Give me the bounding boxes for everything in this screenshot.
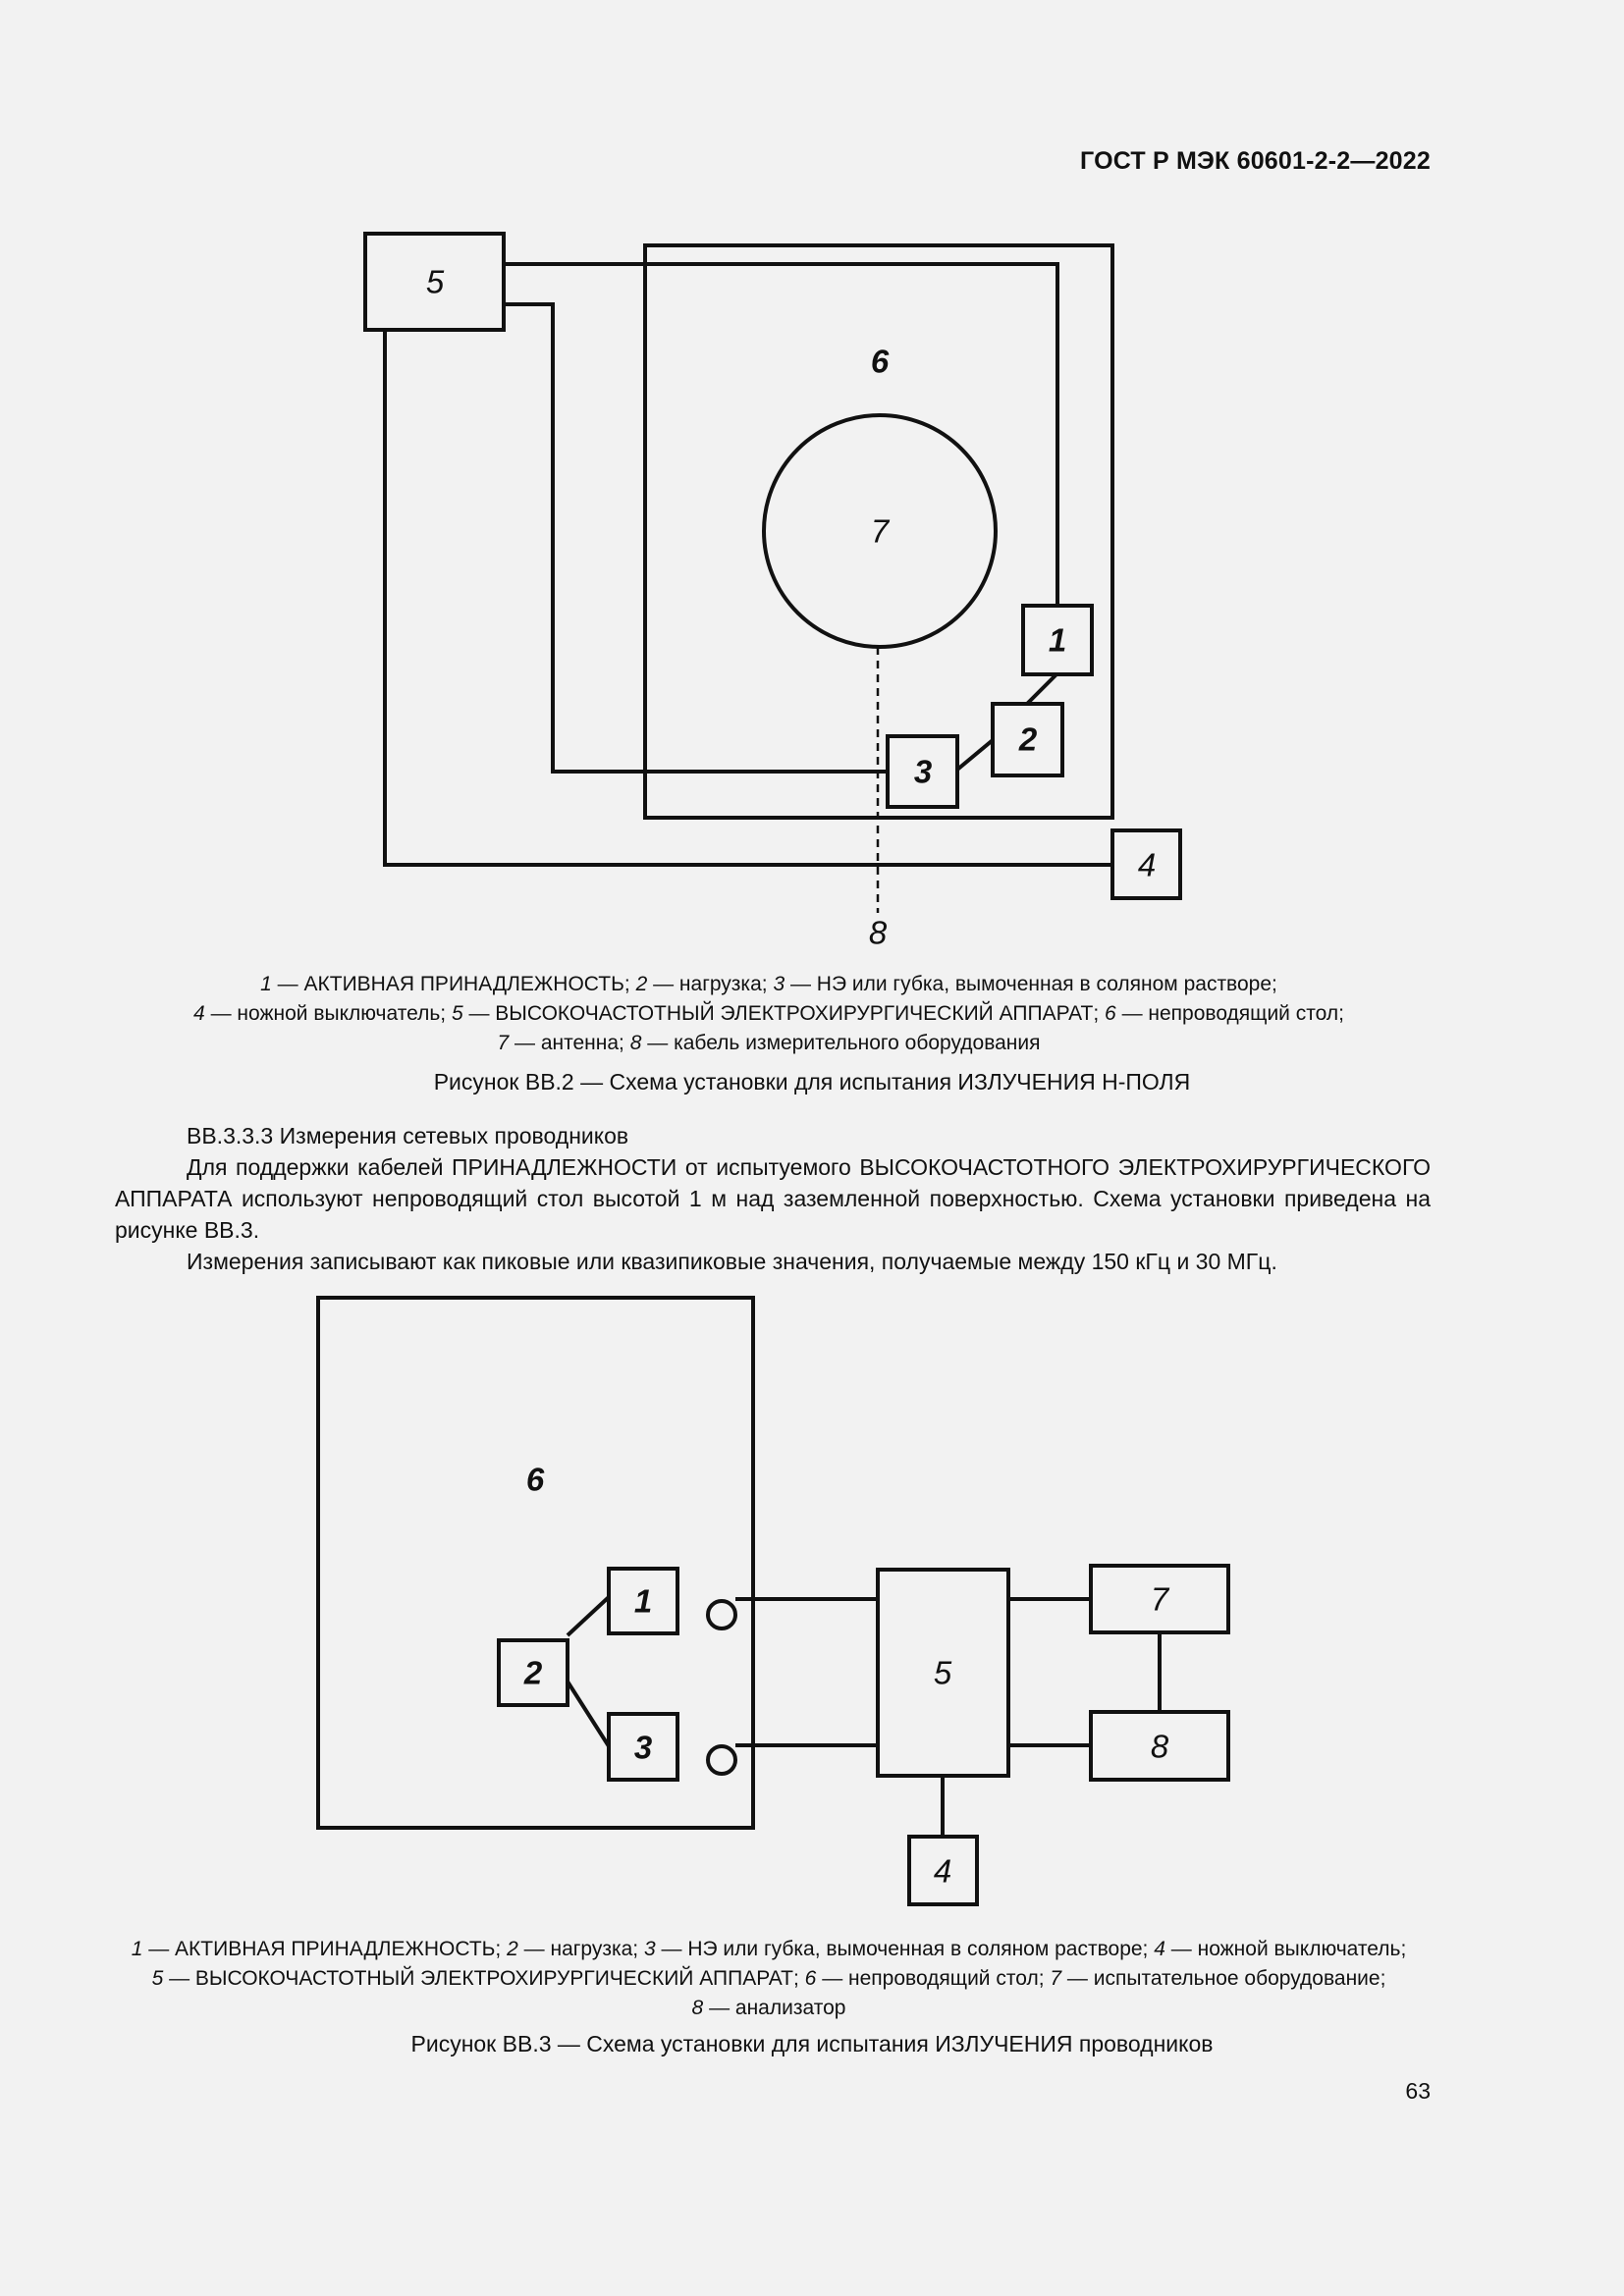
legend-item-number: 1 bbox=[131, 1938, 143, 1960]
wire-2-to-3 bbox=[568, 1682, 609, 1746]
legend-item-text: — ножной выключатель; bbox=[204, 1002, 452, 1025]
wire-5-to-1 bbox=[504, 264, 1057, 606]
document-header: ГОСТ Р МЭК 60601-2-2—2022 bbox=[1080, 147, 1431, 175]
figure3-caption: Рисунок ВВ.3 — Схема установки для испытания ИЗЛУЧЕНИЯ проводников bbox=[410, 2031, 1214, 2056]
figure3-label-4: 4 bbox=[933, 1852, 952, 1890]
wire-1-to-2 bbox=[1027, 674, 1056, 704]
figure-bb3-diagram bbox=[0, 1276, 1624, 1890]
figure3-label-5: 5 bbox=[933, 1654, 952, 1691]
wire-5-to-3 bbox=[504, 304, 888, 772]
section-text bbox=[115, 1120, 1431, 1277]
wire-2-to-3 bbox=[957, 740, 993, 770]
legend-item-text: — АКТИВНАЯ ПРИНАДЛЕЖНОСТЬ; bbox=[271, 973, 636, 995]
legend-item-text: — непроводящий стол; bbox=[816, 1967, 1051, 1990]
legend-item-text: — АКТИВНАЯ ПРИНАДЛЕЖНОСТЬ; bbox=[142, 1938, 508, 1960]
legend-item-text: — ВЫСОКОЧАСТОТНЫЙ ЭЛЕКТРОХИРУРГИЧЕСКИЙ АППАРАТ; bbox=[462, 1002, 1106, 1025]
section-paragraph-1: Для поддержки кабелей ПРИНАДЛЕЖНОСТИ от испытуемого ВЫСОКОЧАСТОТНОГО ЭЛЕКТРОХИРУРГИЧЕСКОГО АППАРАТА используют непроводящий стол высотой 1 м над заземленной поверхностью. Схема установки приведена на рисунке ВВ.3. bbox=[115, 1154, 1431, 1243]
legend-item-number: 8 bbox=[691, 1997, 704, 2019]
figure3-legend-line2 bbox=[108, 1964, 1430, 1994]
figure-bb2-diagram bbox=[0, 0, 1624, 962]
legend-item-text: — антенна; bbox=[509, 1032, 630, 1054]
legend-item-number: 5 bbox=[151, 1967, 164, 1990]
legend-item-text: — ножной выключатель; bbox=[1164, 1938, 1407, 1960]
figure2-label-5: 5 bbox=[425, 263, 445, 300]
table-6-box bbox=[318, 1298, 753, 1828]
figure3-label-1: 1 bbox=[633, 1582, 653, 1620]
legend-item-text: — анализатор bbox=[703, 1997, 846, 2019]
legend-item-number: 2 bbox=[635, 973, 648, 995]
figure2-label-3: 3 bbox=[913, 753, 933, 790]
wire-2-to-1 bbox=[568, 1597, 609, 1635]
legend-item-number: 2 bbox=[507, 1938, 518, 1960]
figure3-legend bbox=[108, 1935, 1430, 2023]
legend-item-text: — нагрузка; bbox=[647, 973, 774, 995]
figure2-label-2: 2 bbox=[1018, 721, 1038, 758]
figure3-label-8: 8 bbox=[1150, 1728, 1169, 1765]
legend-item-text: — ВЫСОКОЧАСТОТНЫЙ ЭЛЕКТРОХИРУРГИЧЕСКИЙ АППАРАТ; bbox=[163, 1967, 805, 1990]
legend-item-text: — нагрузка; bbox=[517, 1938, 644, 1960]
figure2-label-4: 4 bbox=[1137, 846, 1157, 883]
figure3-label-6: 6 bbox=[525, 1461, 545, 1498]
legend-item-text: — НЭ или губка, вымоченная в соляном растворе; bbox=[785, 973, 1277, 995]
section-paragraph-2: Измерения записывают как пиковые или квазипиковые значения, получаемые между 150 кГц и 30 МГц. bbox=[187, 1249, 1277, 1274]
figure2-label-8: 8 bbox=[868, 914, 888, 951]
legend-item-number: 1 bbox=[260, 973, 272, 995]
legend-item-number: 7 bbox=[497, 1032, 510, 1054]
figure2-legend-line2 bbox=[108, 999, 1430, 1029]
figure3-label-2: 2 bbox=[523, 1654, 543, 1691]
figure2-legend-line3 bbox=[108, 1029, 1430, 1058]
legend-item-number: 4 bbox=[193, 1002, 205, 1025]
figure3-label-7: 7 bbox=[1150, 1580, 1169, 1618]
legend-item-number: 3 bbox=[643, 1938, 656, 1960]
figure2-legend-line1 bbox=[108, 970, 1430, 999]
connector-upper bbox=[708, 1601, 735, 1629]
figure2-label-6: 6 bbox=[870, 343, 890, 380]
figure2-label-1: 1 bbox=[1048, 621, 1067, 659]
figure3-legend-line3 bbox=[108, 1994, 1430, 2023]
section-heading: ВВ.3.3.3 Измерения сетевых проводников bbox=[187, 1123, 629, 1148]
legend-item-text: — непроводящий стол; bbox=[1115, 1002, 1344, 1025]
wire-5-to-4 bbox=[385, 330, 1112, 865]
legend-item-text: — испытательное оборудование; bbox=[1061, 1967, 1386, 1990]
connector-lower bbox=[708, 1746, 735, 1774]
page-number: 63 bbox=[1405, 2078, 1431, 2104]
legend-item-number: 4 bbox=[1154, 1938, 1165, 1960]
legend-item-number: 6 bbox=[804, 1967, 817, 1990]
figure2-label-7: 7 bbox=[870, 512, 890, 550]
legend-item-number: 8 bbox=[629, 1032, 642, 1054]
legend-item-text: — кабель измерительного оборудования bbox=[641, 1032, 1041, 1054]
legend-item-number: 7 bbox=[1050, 1967, 1062, 1990]
legend-item-number: 6 bbox=[1105, 1002, 1116, 1025]
legend-item-number: 3 bbox=[773, 973, 785, 995]
figure3-legend-line1 bbox=[108, 1935, 1430, 1964]
legend-item-number: 5 bbox=[451, 1002, 463, 1025]
legend-item-text: — НЭ или губка, вымоченная в соляном растворе; bbox=[655, 1938, 1155, 1960]
figure3-label-3: 3 bbox=[633, 1729, 653, 1766]
figure2-caption: Рисунок ВВ.2 — Схема установки для испытания ИЗЛУЧЕНИЯ Н-ПОЛЯ bbox=[433, 1069, 1191, 1095]
figure2-legend bbox=[108, 970, 1430, 1058]
